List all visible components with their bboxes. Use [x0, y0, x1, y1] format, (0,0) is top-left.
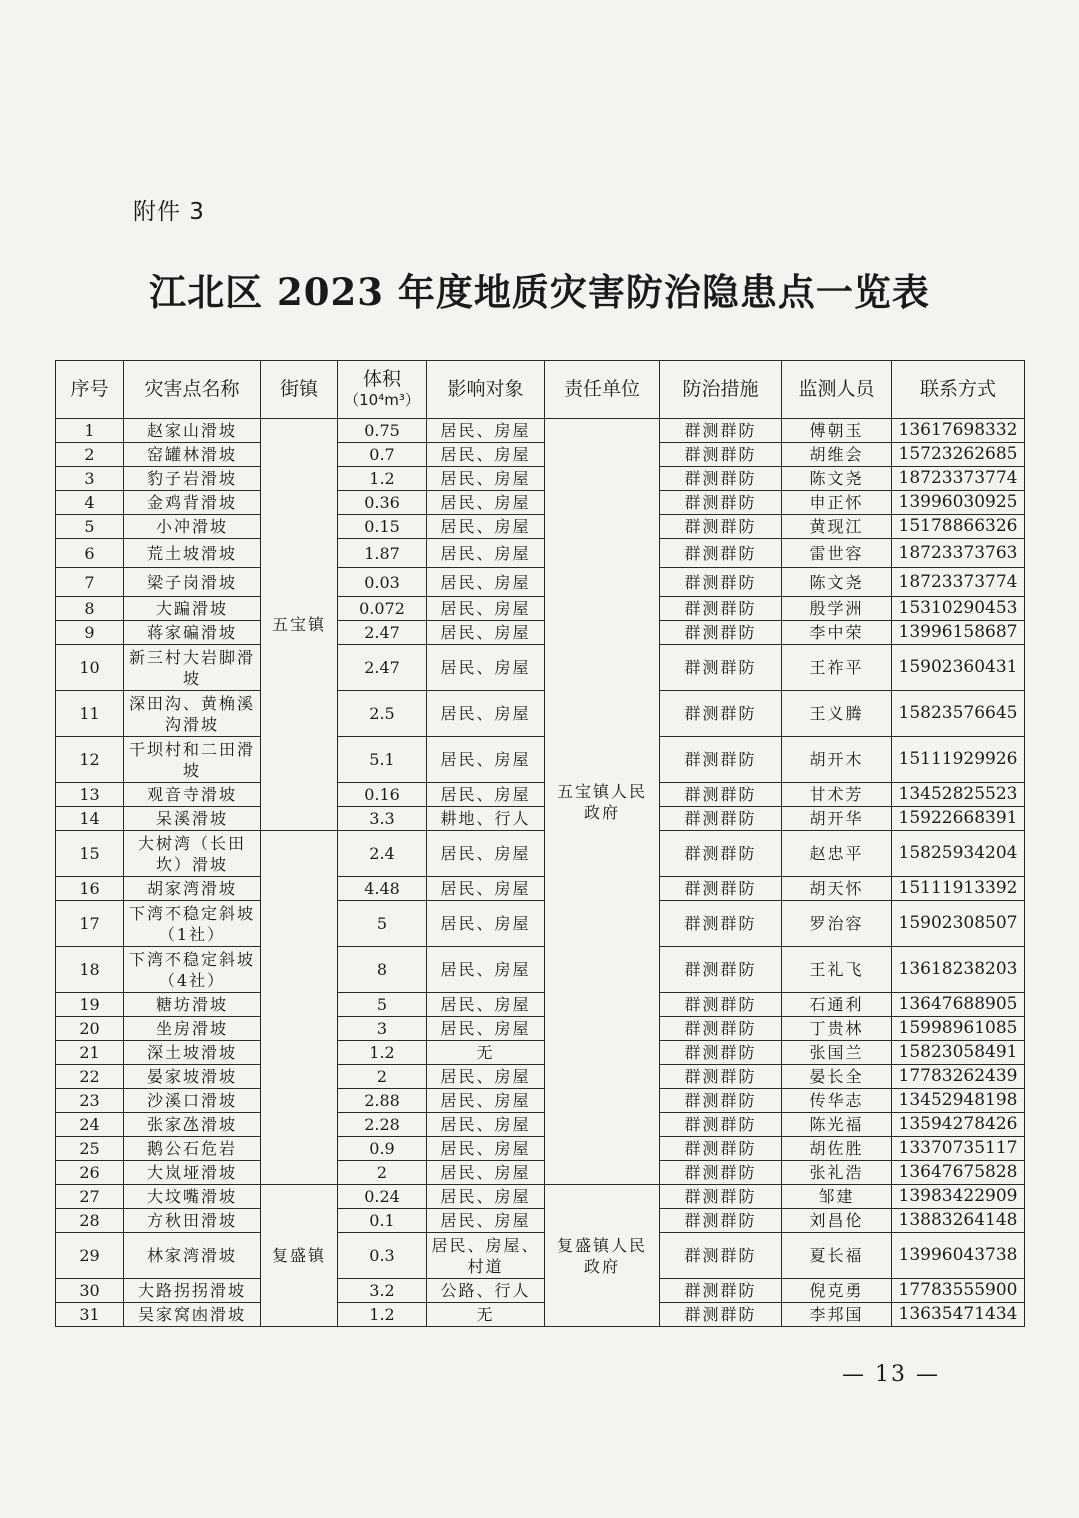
monitor-cell: 胡维会 — [782, 443, 892, 467]
volume-cell: 2.47 — [338, 645, 427, 691]
measure-cell: 群测群防 — [660, 1089, 782, 1113]
table-row — [56, 691, 1025, 737]
volume-cell: 5.1 — [338, 737, 427, 783]
monitor-cell: 倪克勇 — [782, 1279, 892, 1303]
affected-cell: 居民、房屋 — [427, 877, 545, 901]
monitor-cell: 傅朝玉 — [782, 419, 892, 443]
affected-cell: 居民、房屋 — [427, 737, 545, 783]
volume-cell: 0.36 — [338, 491, 427, 515]
hazard-name-cell: 蒋家碥滑坡 — [124, 621, 261, 645]
page-number: — 13 — — [842, 1362, 940, 1387]
affected-cell: 居民、房屋 — [427, 947, 545, 993]
header-responsible: 责任单位 — [545, 361, 660, 419]
volume-cell: 1.2 — [338, 467, 427, 491]
contact-cell: 13996030925 — [892, 491, 1025, 515]
table-body — [56, 419, 1025, 1327]
table-row — [56, 1089, 1025, 1113]
contact-cell: 13594278426 — [892, 1113, 1025, 1137]
affected-cell: 居民、房屋 — [427, 1017, 545, 1041]
hazard-name-cell: 观音寺滑坡 — [124, 783, 261, 807]
monitor-cell: 王义腾 — [782, 691, 892, 737]
row-index-cell: 23 — [56, 1089, 124, 1113]
hazard-name-cell: 大岚垭滑坡 — [124, 1161, 261, 1185]
row-index-cell: 19 — [56, 993, 124, 1017]
measure-cell: 群测群防 — [660, 1065, 782, 1089]
volume-cell: 0.75 — [338, 419, 427, 443]
measure-cell: 群测群防 — [660, 1233, 782, 1279]
row-index-cell: 15 — [56, 831, 124, 877]
hazard-name-cell: 沙溪口滑坡 — [124, 1089, 261, 1113]
row-index-cell: 25 — [56, 1137, 124, 1161]
table-row — [56, 539, 1025, 568]
affected-cell: 耕地、行人 — [427, 807, 545, 831]
monitor-cell: 陈光福 — [782, 1113, 892, 1137]
affected-cell: 无 — [427, 1041, 545, 1065]
volume-cell: 3.3 — [338, 807, 427, 831]
contact-cell: 15310290453 — [892, 597, 1025, 621]
hazard-name-cell: 大路拐拐滑坡 — [124, 1279, 261, 1303]
hazard-name-cell: 方秋田滑坡 — [124, 1209, 261, 1233]
affected-cell: 居民、房屋 — [427, 443, 545, 467]
row-index-cell: 21 — [56, 1041, 124, 1065]
affected-cell: 居民、房屋 — [427, 1209, 545, 1233]
volume-cell: 5 — [338, 993, 427, 1017]
volume-cell: 0.03 — [338, 568, 427, 597]
contact-cell: 13618238203 — [892, 947, 1025, 993]
row-index-cell: 18 — [56, 947, 124, 993]
measure-cell: 群测群防 — [660, 783, 782, 807]
header-monitor: 监测人员 — [782, 361, 892, 419]
header-row — [56, 361, 1025, 419]
measure-cell: 群测群防 — [660, 1041, 782, 1065]
affected-cell: 无 — [427, 1303, 545, 1327]
table-row — [56, 568, 1025, 597]
contact-cell: 13617698332 — [892, 419, 1025, 443]
header-volume-label: 体积 — [362, 367, 401, 390]
table-row — [56, 443, 1025, 467]
hazard-name-cell: 深田沟、黄桷溪沟滑坡 — [124, 691, 261, 737]
contact-cell: 13996158687 — [892, 621, 1025, 645]
volume-cell: 1.87 — [338, 539, 427, 568]
header-volume-unit: （10⁴m³） — [344, 390, 420, 409]
row-index-cell: 4 — [56, 491, 124, 515]
table-row — [56, 1113, 1025, 1137]
hazard-name-cell: 下湾不稳定斜坡（4社） — [124, 947, 261, 993]
affected-cell: 居民、房屋 — [427, 1137, 545, 1161]
contact-cell: 15998961085 — [892, 1017, 1025, 1041]
table-row — [56, 947, 1025, 993]
row-index-cell: 9 — [56, 621, 124, 645]
row-index-cell: 3 — [56, 467, 124, 491]
hazard-name-cell: 干坝村和二田滑坡 — [124, 737, 261, 783]
hazard-name-cell: 糖坊滑坡 — [124, 993, 261, 1017]
table-row — [56, 807, 1025, 831]
row-index-cell: 28 — [56, 1209, 124, 1233]
measure-cell: 群测群防 — [660, 467, 782, 491]
measure-cell: 群测群防 — [660, 645, 782, 691]
table-row — [56, 783, 1025, 807]
table-row — [56, 645, 1025, 691]
affected-cell: 居民、房屋 — [427, 597, 545, 621]
table-row — [56, 1185, 1025, 1209]
measure-cell: 群测群防 — [660, 419, 782, 443]
affected-cell: 居民、房屋 — [427, 901, 545, 947]
contact-cell: 15825934204 — [892, 831, 1025, 877]
table-row — [56, 515, 1025, 539]
measure-cell: 群测群防 — [660, 807, 782, 831]
table-row — [56, 1303, 1025, 1327]
contact-cell: 15823058491 — [892, 1041, 1025, 1065]
monitor-cell: 黄现江 — [782, 515, 892, 539]
table-row — [56, 737, 1025, 783]
contact-cell: 13452948198 — [892, 1089, 1025, 1113]
measure-cell: 群测群防 — [660, 597, 782, 621]
contact-cell: 15111929926 — [892, 737, 1025, 783]
street-cell — [261, 831, 338, 1185]
row-index-cell: 1 — [56, 419, 124, 443]
hazard-name-cell: 深土坡滑坡 — [124, 1041, 261, 1065]
affected-cell: 居民、房屋 — [427, 783, 545, 807]
volume-cell: 3 — [338, 1017, 427, 1041]
contact-cell: 13883264148 — [892, 1209, 1025, 1233]
table-row — [56, 1065, 1025, 1089]
contact-cell: 15823576645 — [892, 691, 1025, 737]
measure-cell: 群测群防 — [660, 993, 782, 1017]
measure-cell: 群测群防 — [660, 1185, 782, 1209]
measure-cell: 群测群防 — [660, 621, 782, 645]
hazard-name-cell: 晏家坡滑坡 — [124, 1065, 261, 1089]
measure-cell: 群测群防 — [660, 1113, 782, 1137]
monitor-cell: 李中荣 — [782, 621, 892, 645]
hazard-name-cell: 林家湾滑坡 — [124, 1233, 261, 1279]
responsible-unit-cell: 五宝镇人民政府 — [545, 419, 660, 1185]
measure-cell: 群测群防 — [660, 1279, 782, 1303]
monitor-cell: 申正怀 — [782, 491, 892, 515]
volume-cell: 2 — [338, 1161, 427, 1185]
hazard-name-cell: 大蹁滑坡 — [124, 597, 261, 621]
contact-cell: 13647675828 — [892, 1161, 1025, 1185]
contact-cell: 13983422909 — [892, 1185, 1025, 1209]
volume-cell: 2.5 — [338, 691, 427, 737]
volume-cell: 2.4 — [338, 831, 427, 877]
hazard-name-cell: 张家氹滑坡 — [124, 1113, 261, 1137]
volume-cell: 1.2 — [338, 1303, 427, 1327]
monitor-cell: 胡开木 — [782, 737, 892, 783]
hazard-name-cell: 鹅公石危岩 — [124, 1137, 261, 1161]
affected-cell: 居民、房屋 — [427, 515, 545, 539]
monitor-cell: 张礼浩 — [782, 1161, 892, 1185]
measure-cell: 群测群防 — [660, 831, 782, 877]
monitor-cell: 胡佐胜 — [782, 1137, 892, 1161]
table-row — [56, 597, 1025, 621]
table-row — [56, 491, 1025, 515]
monitor-cell: 刘昌伦 — [782, 1209, 892, 1233]
attachment-label: 附件 3 — [133, 199, 205, 225]
measure-cell: 群测群防 — [660, 877, 782, 901]
measure-cell: 群测群防 — [660, 1017, 782, 1041]
responsible-unit-cell: 复盛镇人民政府 — [545, 1185, 660, 1327]
affected-cell: 居民、房屋 — [427, 491, 545, 515]
hazard-name-cell: 窑罐林滑坡 — [124, 443, 261, 467]
volume-cell: 2.88 — [338, 1089, 427, 1113]
contact-cell: 15111913392 — [892, 877, 1025, 901]
contact-cell: 18723373763 — [892, 539, 1025, 568]
volume-cell: 0.3 — [338, 1233, 427, 1279]
measure-cell: 群测群防 — [660, 568, 782, 597]
monitor-cell: 胡开华 — [782, 807, 892, 831]
table-row — [56, 877, 1025, 901]
volume-cell: 0.7 — [338, 443, 427, 467]
contact-cell: 15178866326 — [892, 515, 1025, 539]
row-index-cell: 26 — [56, 1161, 124, 1185]
measure-cell: 群测群防 — [660, 443, 782, 467]
volume-cell: 0.16 — [338, 783, 427, 807]
contact-cell: 15723262685 — [892, 443, 1025, 467]
table-row — [56, 621, 1025, 645]
table-row — [56, 1161, 1025, 1185]
row-index-cell: 14 — [56, 807, 124, 831]
affected-cell: 居民、房屋 — [427, 568, 545, 597]
monitor-cell: 王祚平 — [782, 645, 892, 691]
affected-cell: 居民、房屋、村道 — [427, 1233, 545, 1279]
contact-cell: 18723373774 — [892, 467, 1025, 491]
affected-cell: 居民、房屋 — [427, 1089, 545, 1113]
row-index-cell: 10 — [56, 645, 124, 691]
measure-cell: 群测群防 — [660, 539, 782, 568]
affected-cell: 居民、房屋 — [427, 419, 545, 443]
volume-cell: 0.1 — [338, 1209, 427, 1233]
monitor-cell: 张国兰 — [782, 1041, 892, 1065]
row-index-cell: 31 — [56, 1303, 124, 1327]
contact-cell: 13452825523 — [892, 783, 1025, 807]
monitor-cell: 李邦国 — [782, 1303, 892, 1327]
row-index-cell: 2 — [56, 443, 124, 467]
table-row — [56, 993, 1025, 1017]
hazard-name-cell: 新三村大岩脚滑坡 — [124, 645, 261, 691]
hazard-name-cell: 荒土坡滑坡 — [124, 539, 261, 568]
affected-cell: 公路、行人 — [427, 1279, 545, 1303]
affected-cell: 居民、房屋 — [427, 831, 545, 877]
volume-cell: 3.2 — [338, 1279, 427, 1303]
row-index-cell: 13 — [56, 783, 124, 807]
header-street: 街镇 — [261, 361, 338, 419]
row-index-cell: 20 — [56, 1017, 124, 1041]
monitor-cell: 罗治容 — [782, 901, 892, 947]
volume-cell: 0.24 — [338, 1185, 427, 1209]
header-volume — [338, 361, 427, 419]
header-measure: 防治措施 — [660, 361, 782, 419]
hazard-points-table — [55, 360, 1025, 1327]
page-title: 江北区 2023 年度地质灾害防治隐患点一览表 — [149, 270, 930, 314]
row-index-cell: 6 — [56, 539, 124, 568]
measure-cell: 群测群防 — [660, 491, 782, 515]
measure-cell: 群测群防 — [660, 901, 782, 947]
monitor-cell: 殷学洲 — [782, 597, 892, 621]
volume-cell: 2.28 — [338, 1113, 427, 1137]
measure-cell: 群测群防 — [660, 1303, 782, 1327]
hazard-name-cell: 小冲滑坡 — [124, 515, 261, 539]
table-row — [56, 1041, 1025, 1065]
contact-cell: 13370735117 — [892, 1137, 1025, 1161]
volume-cell: 5 — [338, 901, 427, 947]
table-row — [56, 1279, 1025, 1303]
hazard-name-cell: 大坟嘴滑坡 — [124, 1185, 261, 1209]
monitor-cell: 邹建 — [782, 1185, 892, 1209]
hazard-name-cell: 赵家山滑坡 — [124, 419, 261, 443]
table-row — [56, 1209, 1025, 1233]
monitor-cell: 陈文尧 — [782, 568, 892, 597]
affected-cell: 居民、房屋 — [427, 1113, 545, 1137]
hazard-name-cell: 下湾不稳定斜坡（1社） — [124, 901, 261, 947]
monitor-cell: 晏长全 — [782, 1065, 892, 1089]
volume-cell: 0.9 — [338, 1137, 427, 1161]
row-index-cell: 5 — [56, 515, 124, 539]
volume-cell: 2 — [338, 1065, 427, 1089]
affected-cell: 居民、房屋 — [427, 621, 545, 645]
affected-cell: 居民、房屋 — [427, 645, 545, 691]
contact-cell: 15922668391 — [892, 807, 1025, 831]
contact-cell: 17783555900 — [892, 1279, 1025, 1303]
row-index-cell: 17 — [56, 901, 124, 947]
affected-cell: 居民、房屋 — [427, 1161, 545, 1185]
contact-cell: 18723373774 — [892, 568, 1025, 597]
header-affected: 影响对象 — [427, 361, 545, 419]
contact-cell: 13635471434 — [892, 1303, 1025, 1327]
row-index-cell: 12 — [56, 737, 124, 783]
header-index: 序号 — [56, 361, 124, 419]
row-index-cell: 8 — [56, 597, 124, 621]
street-cell: 复盛镇 — [261, 1185, 338, 1327]
hazard-name-cell: 呆溪滑坡 — [124, 807, 261, 831]
table-row — [56, 1233, 1025, 1279]
row-index-cell: 27 — [56, 1185, 124, 1209]
volume-cell: 4.48 — [338, 877, 427, 901]
monitor-cell: 陈文尧 — [782, 467, 892, 491]
row-index-cell: 29 — [56, 1233, 124, 1279]
volume-cell: 0.15 — [338, 515, 427, 539]
monitor-cell: 夏长福 — [782, 1233, 892, 1279]
table-row — [56, 901, 1025, 947]
contact-cell: 13996043738 — [892, 1233, 1025, 1279]
contact-cell: 17783262439 — [892, 1065, 1025, 1089]
affected-cell: 居民、房屋 — [427, 993, 545, 1017]
table-row — [56, 419, 1025, 443]
measure-cell: 群测群防 — [660, 947, 782, 993]
monitor-cell: 胡天怀 — [782, 877, 892, 901]
monitor-cell: 雷世容 — [782, 539, 892, 568]
measure-cell: 群测群防 — [660, 737, 782, 783]
monitor-cell: 石通利 — [782, 993, 892, 1017]
monitor-cell: 王礼飞 — [782, 947, 892, 993]
affected-cell: 居民、房屋 — [427, 1185, 545, 1209]
row-index-cell: 22 — [56, 1065, 124, 1089]
table-row — [56, 831, 1025, 877]
row-index-cell: 16 — [56, 877, 124, 901]
hazard-name-cell: 梁子岗滑坡 — [124, 568, 261, 597]
hazard-name-cell: 坐房滑坡 — [124, 1017, 261, 1041]
affected-cell: 居民、房屋 — [427, 1065, 545, 1089]
hazard-name-cell: 大树湾（长田坎）滑坡 — [124, 831, 261, 877]
header-contact: 联系方式 — [892, 361, 1025, 419]
affected-cell: 居民、房屋 — [427, 467, 545, 491]
table-row — [56, 1017, 1025, 1041]
volume-cell: 2.47 — [338, 621, 427, 645]
measure-cell: 群测群防 — [660, 1161, 782, 1185]
hazard-name-cell: 胡家湾滑坡 — [124, 877, 261, 901]
measure-cell: 群测群防 — [660, 515, 782, 539]
measure-cell: 群测群防 — [660, 691, 782, 737]
table-row — [56, 467, 1025, 491]
hazard-name-cell: 吴家窝凼滑坡 — [124, 1303, 261, 1327]
header-name: 灾害点名称 — [124, 361, 261, 419]
street-cell: 五宝镇 — [261, 419, 338, 831]
hazard-name-cell: 豹子岩滑坡 — [124, 467, 261, 491]
volume-cell: 0.072 — [338, 597, 427, 621]
volume-cell: 8 — [338, 947, 427, 993]
volume-cell: 1.2 — [338, 1041, 427, 1065]
row-index-cell: 11 — [56, 691, 124, 737]
monitor-cell: 赵忠平 — [782, 831, 892, 877]
affected-cell: 居民、房屋 — [427, 691, 545, 737]
monitor-cell: 丁贵林 — [782, 1017, 892, 1041]
hazard-name-cell: 金鸡背滑坡 — [124, 491, 261, 515]
row-index-cell: 24 — [56, 1113, 124, 1137]
contact-cell: 15902360431 — [892, 645, 1025, 691]
row-index-cell: 7 — [56, 568, 124, 597]
row-index-cell: 30 — [56, 1279, 124, 1303]
measure-cell: 群测群防 — [660, 1137, 782, 1161]
contact-cell: 15902308507 — [892, 901, 1025, 947]
contact-cell: 13647688905 — [892, 993, 1025, 1017]
monitor-cell: 传华志 — [782, 1089, 892, 1113]
measure-cell: 群测群防 — [660, 1209, 782, 1233]
monitor-cell: 甘术芳 — [782, 783, 892, 807]
affected-cell: 居民、房屋 — [427, 539, 545, 568]
table-row — [56, 1137, 1025, 1161]
